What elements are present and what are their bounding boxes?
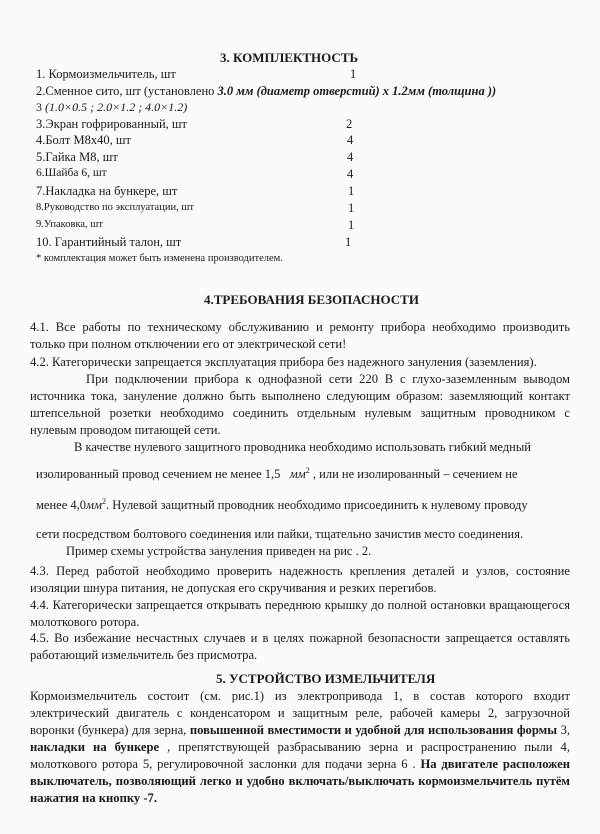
item-6-label: 6.Шайба 6, шт <box>36 167 107 179</box>
item-4-qty: 4 <box>347 133 354 147</box>
item-9-qty: 1 <box>348 218 355 232</box>
para-conductor-line-1: В качестве нулевого защитного проводника необходимо использовать гибкий медный <box>74 440 531 454</box>
section-4-title: 4.ТРЕБОВАНИЯ БЕЗОПАСНОСТИ <box>204 292 419 307</box>
para-4-3: 4.3. Перед работой необходимо проверить надежность крепления деталей и узлов, состояние изоляции шнура питания, не допуская его скручивания и резких перегибов. <box>30 564 570 595</box>
para-conductor-line-2: изолированный провод сечением не менее 1,5 $мм^2$ , или не изолированный – сечением не <box>36 466 518 482</box>
item-9-label: 9.Упаковка, шт <box>36 219 103 230</box>
item-4-label: 4.Болт М8х40, шт <box>36 133 131 147</box>
para-conductor-line-3: менее $4,0мм^2$. Нулевой защитный проводник необходимо присоединить к нулевому проводу <box>36 497 528 513</box>
item-2-sizes: 3 (1.0×0.5 ; 2.0×1.2 ; 4.0×1.2) <box>36 100 188 114</box>
section-3-title: 3. КОМПЛЕКТНОСТЬ <box>220 50 359 65</box>
item-5-label: 5.Гайка М8, шт <box>36 150 118 164</box>
item-7-qty: 1 <box>348 184 355 198</box>
para-4-5: 4.5. Во избежание несчастных случаев и в целях пожарной безопасности запрещается оставлять работающий измельчитель без присмотра. <box>30 631 570 662</box>
para-4-2: 4.2. Категорически запрещается эксплуатация прибора без надежного зануления (заземления). <box>30 355 537 369</box>
item-3-qty: 2 <box>346 117 353 131</box>
para-5-device: Кормоизмельчитель состоит (см. рис.1) из электропривода 1, в состав которого входит электрический двигатель с конденсатором и защитным реле, рабочей камеры 2, загрузочной воронки (бункера) для зерна, повышенной вместимости и удобной для использования формы 3, накладки на бункере , препятствующей разбрасыванию зерна и распространению пыли 4, молоткового ротора 5, регулировочной заслонки для подачи зерна 6 . На двигателе расположен выключатель, позволяющий легко и удобно включать/выключать кормоизмельчитель путём нажатия на кнопку -7. <box>30 689 571 805</box>
para-4-1: 4.1. Все работы по техническому обслуживанию и ремонту прибора необходимо производить только при полном отключении его от электрической сети! <box>30 320 570 351</box>
para-scheme-ref: Пример схемы устройства зануления приведен на рис . 2. <box>66 544 372 558</box>
item-8-label: 8.Руководство по эксплуатации, шт <box>36 202 194 213</box>
item-1-qty: 1 <box>350 67 357 81</box>
item-3-label: 3.Экран гофрированный, шт <box>36 117 188 131</box>
completeness-note: * комплектация может быть изменена производителем. <box>36 253 283 264</box>
item-10-qty: 1 <box>345 235 352 249</box>
item-10-label: 10. Гарантийный талон, шт <box>36 235 182 249</box>
para-conductor-line-4: сети посредством болтового соединения или пайки, тщательно зачистив место соединения. <box>36 527 524 541</box>
section-5-title: 5. УСТРОЙСТВО ИЗМЕЛЬЧИТЕЛЯ <box>216 671 436 686</box>
item-6-qty: 4 <box>347 167 354 181</box>
item-8-qty: 1 <box>348 201 355 215</box>
item-7-label: 7.Накладка на бункере, шт <box>36 184 178 198</box>
item-2-label: 2.Сменное сито, шт (установлено 3.0 мм (диаметр отверстий) х 1.2мм (толщина )) <box>36 84 497 98</box>
item-5-qty: 4 <box>347 150 354 164</box>
para-4-4: 4.4. Категорически запрещается открывать переднюю крышку до полной остановки вращающегося молоткового ротора. <box>30 598 570 629</box>
para-grounding: При подключении прибора к однофазной сети 220 В с глухо-заземленным выводом источника тока, зануление должно быть выполнено следующим образом: заземляющий контакт штепсельной розетки необходимо соединить отдельным нулевым защитным проводником с нулевым проводом питающей сети. <box>30 372 570 437</box>
item-1-label: 1. Кормоизмельчитель, шт <box>36 67 176 81</box>
